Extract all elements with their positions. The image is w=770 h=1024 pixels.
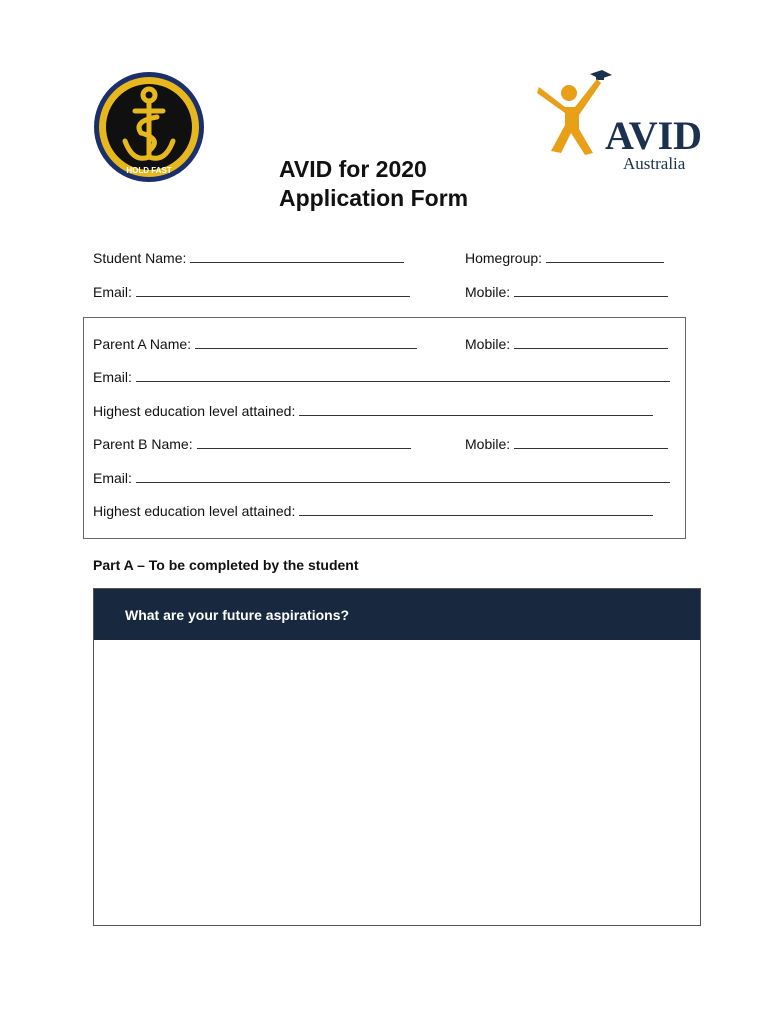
parent-a-email-blank[interactable]: [136, 369, 670, 382]
student-email-field[interactable]: [93, 284, 410, 300]
parent-b-education-field[interactable]: [93, 503, 653, 519]
student-email-blank[interactable]: [136, 284, 410, 297]
form-title: [279, 155, 468, 213]
parent-b-education-blank[interactable]: [299, 503, 653, 516]
parent-b-name-label: Parent B Name:: [93, 436, 193, 452]
homegroup-blank[interactable]: [546, 250, 664, 263]
homegroup-label: Homegroup:: [465, 250, 543, 266]
part-a-heading: Part A – To be completed by the student: [93, 557, 359, 573]
title-line-1: AVID for 2020: [279, 156, 427, 182]
parent-a-mobile-label: Mobile:: [465, 336, 511, 352]
parent-b-mobile-field[interactable]: [465, 436, 668, 452]
student-name-blank[interactable]: [190, 250, 404, 263]
parent-a-email-label: Email:: [93, 369, 132, 385]
crest-motto: HOLD FAST: [126, 166, 172, 175]
parent-b-name-blank[interactable]: [197, 436, 411, 449]
parent-a-education-blank[interactable]: [299, 403, 653, 416]
parent-b-education-label: Highest education level attained:: [93, 503, 296, 519]
student-mobile-field[interactable]: [465, 284, 668, 300]
parent-a-education-field[interactable]: [93, 403, 653, 419]
student-mobile-label: Mobile:: [465, 284, 511, 300]
aspirations-question-box: [93, 588, 701, 926]
aspirations-answer-area[interactable]: [94, 640, 700, 925]
parent-a-name-label: Parent A Name:: [93, 336, 192, 352]
student-mobile-blank[interactable]: [514, 284, 668, 297]
parent-a-name-blank[interactable]: [195, 336, 417, 349]
parent-a-education-label: Highest education level attained:: [93, 403, 296, 419]
school-crest-logo: [93, 71, 205, 183]
parent-b-name-field[interactable]: [93, 436, 411, 452]
student-name-label: Student Name:: [93, 250, 187, 266]
parent-b-email-label: Email:: [93, 470, 132, 486]
parent-b-mobile-blank[interactable]: [514, 436, 668, 449]
parent-b-email-field[interactable]: [93, 470, 670, 486]
student-email-label: Email:: [93, 284, 132, 300]
parent-b-mobile-label: Mobile:: [465, 436, 511, 452]
parent-a-mobile-field[interactable]: [465, 336, 668, 352]
avid-australia-logo: [535, 67, 705, 177]
question-header-bar: [94, 589, 700, 640]
avid-brand-text: AVID: [605, 113, 703, 158]
title-line-2: Application Form: [279, 185, 469, 211]
avid-region-text: Australia: [623, 154, 686, 173]
student-name-field[interactable]: [93, 250, 404, 266]
homegroup-field[interactable]: [465, 250, 664, 266]
parent-a-name-field[interactable]: [93, 336, 417, 352]
parent-a-email-field[interactable]: [93, 369, 670, 385]
parent-a-mobile-blank[interactable]: [514, 336, 668, 349]
aspirations-question: What are your future aspirations?: [125, 607, 350, 623]
parent-b-email-blank[interactable]: [136, 470, 670, 483]
